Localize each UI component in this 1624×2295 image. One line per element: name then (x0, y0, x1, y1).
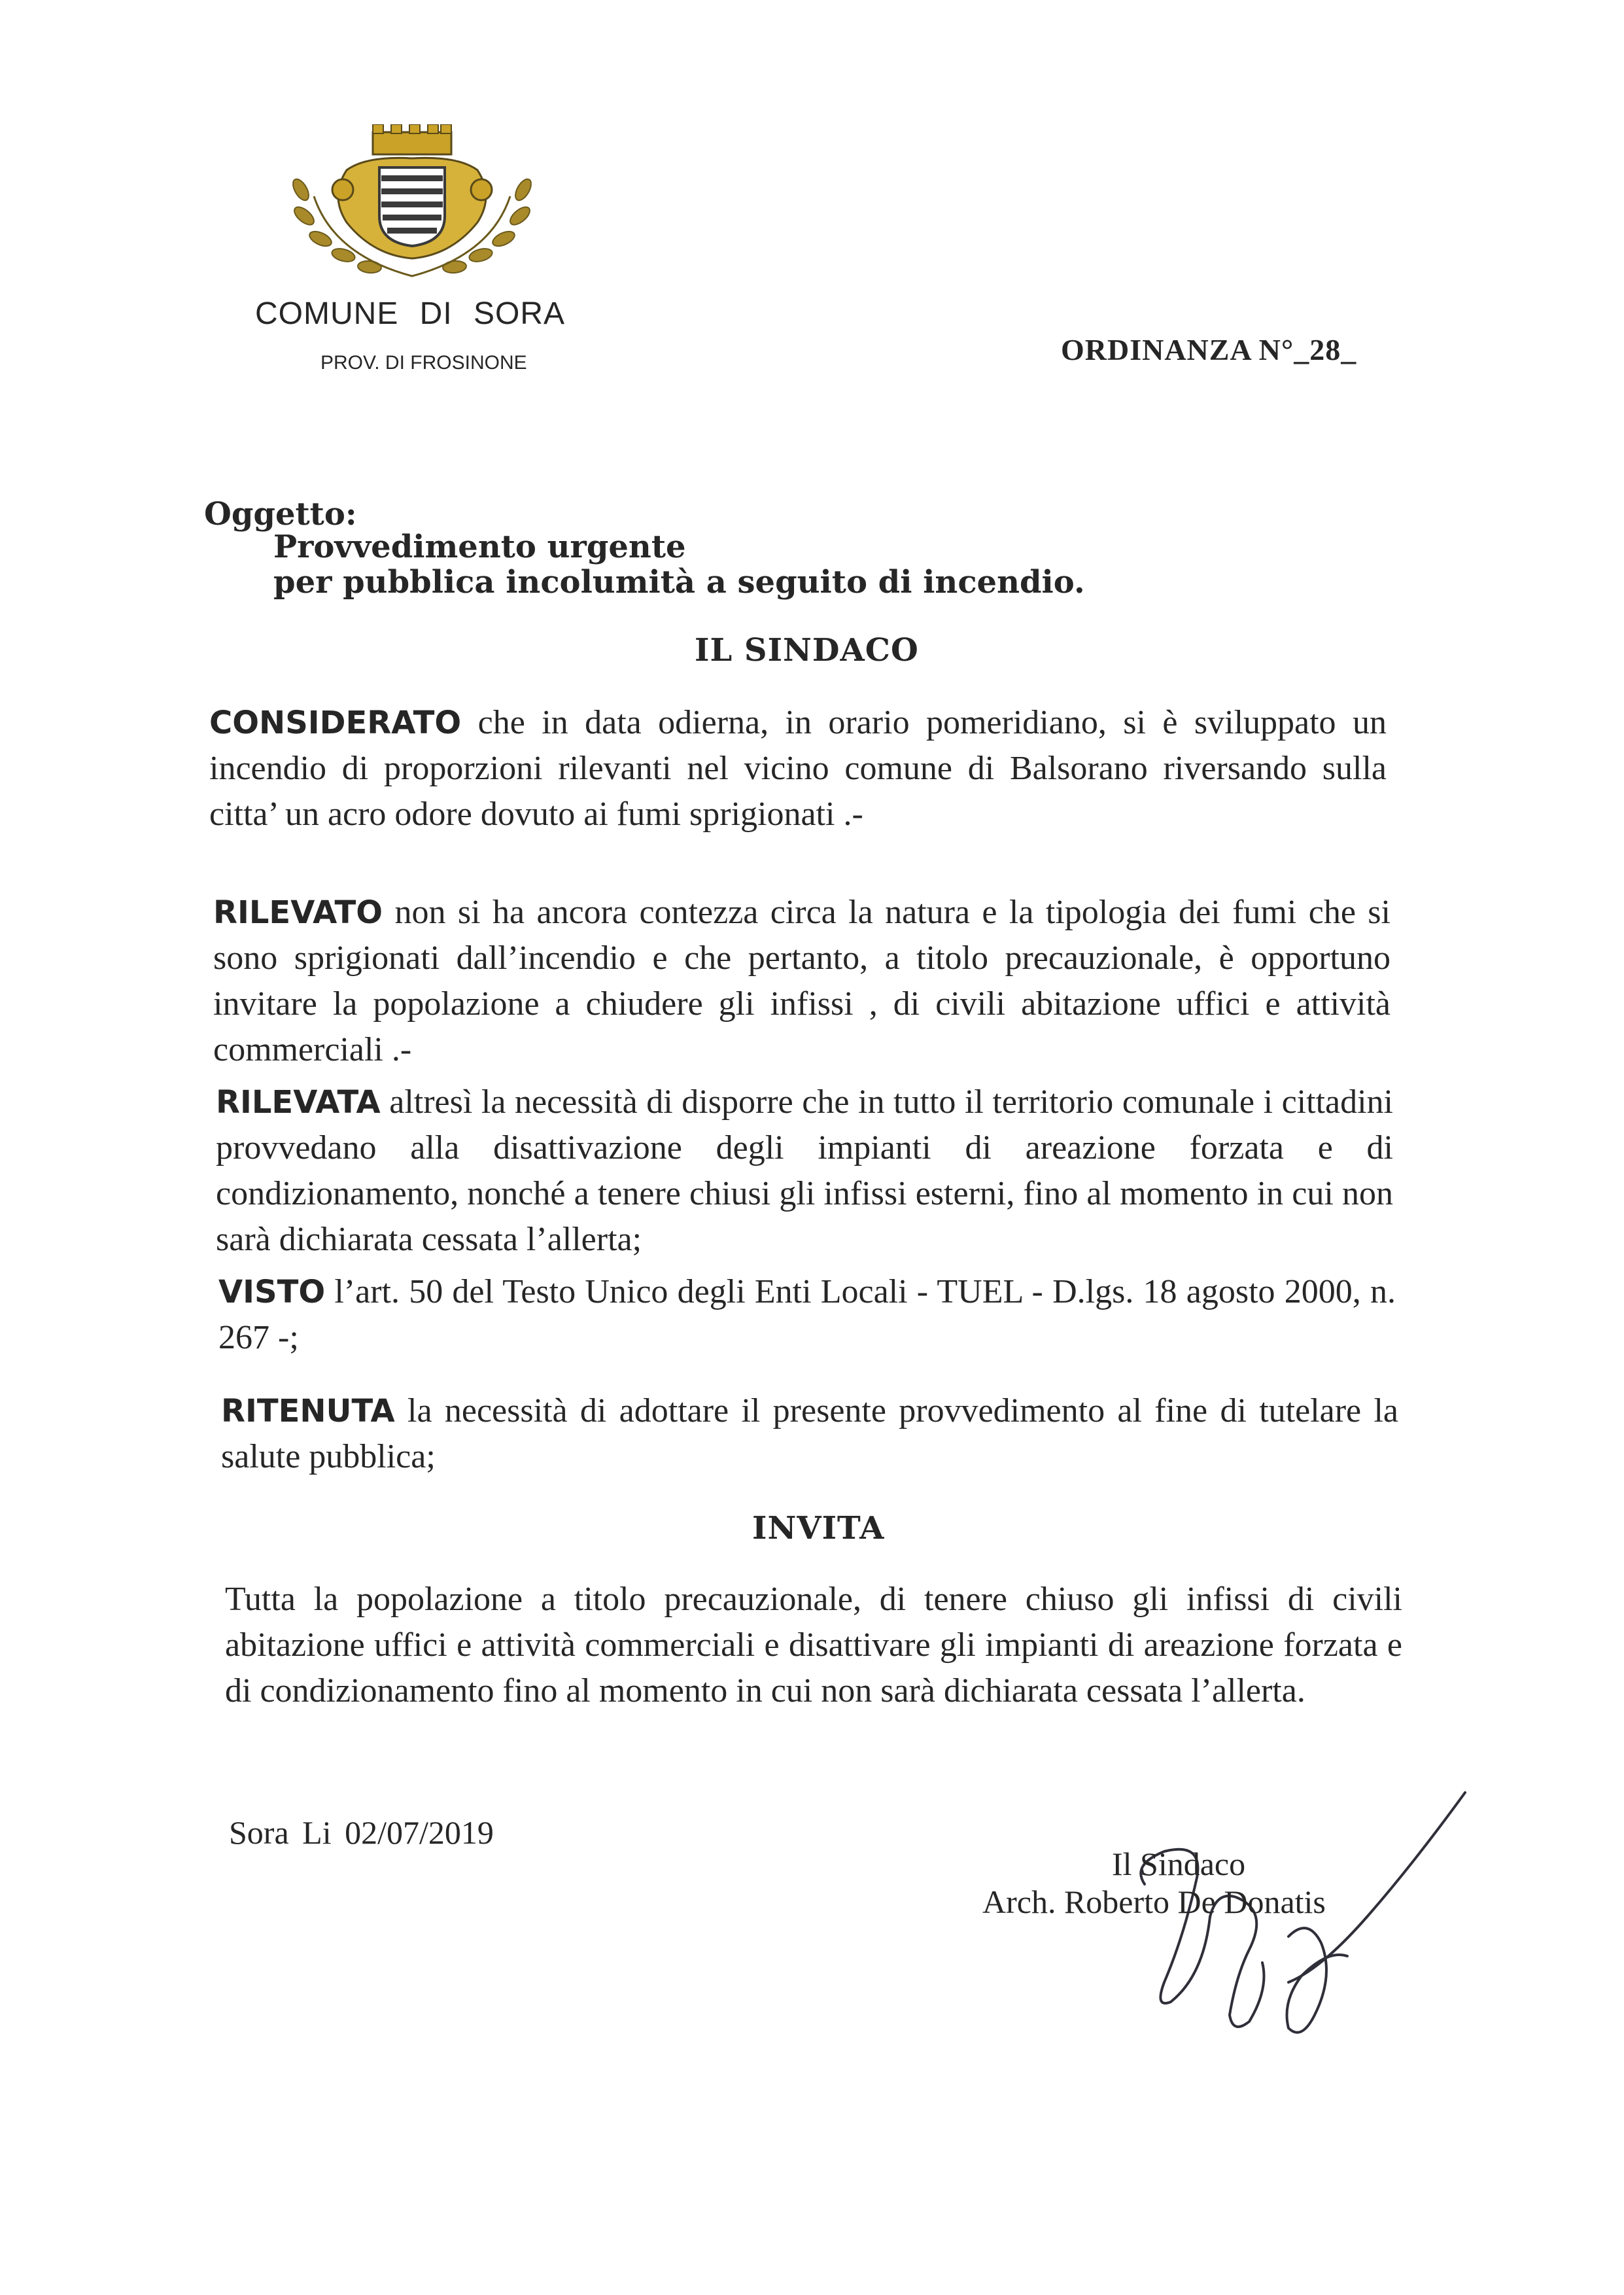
province-name: PROV. DI FROSINONE (320, 352, 527, 374)
paragraph-rilevato (213, 890, 1391, 1073)
keyword-considerato: CONSIDERATO (209, 705, 462, 741)
signatory-title: Il Sindaco (1112, 1846, 1246, 1882)
heading-invita: INVITA (752, 1510, 885, 1547)
text-considerato: che in data odierna, in orario pomeridiano, si è sviluppato un incendio di proporzioni rilevanti nel vicino comune di Balsorano riversando sulla citta’ un acro odore dovuto ai fumi sprigionati .- (209, 704, 1387, 833)
paragraph-considerato (209, 700, 1387, 837)
signatory-name: Arch. Roberto De Donatis (982, 1883, 1326, 1920)
subject-line-2: per pubblica incolumità a seguito di incendio. (273, 564, 1085, 601)
keyword-rilevata: RILEVATA (216, 1084, 381, 1121)
paragraph-visto (218, 1269, 1396, 1361)
text-visto: l’art. 50 del Testo Unico degli Enti Locali - TUEL - D.lgs. 18 agosto 2000, n. 267 -; (218, 1273, 1396, 1356)
paragraph-invita: Tutta la popolazione a titolo precauzionale, di tenere chiuso gli infissi di civili abitazione uffici e attività commerciali e disattivare gli impianti di areazione forzata e di condizionamento fino al momento in cui non sarà dichiarata cessata l’allerta. (225, 1581, 1402, 1709)
text-rilevata: altresì la necessità di disporre che in tutto il territorio comunale i cittadini provvedano alla disattivazione degli impianti di areazione forzata e di condizionamento, nonché a tenere chiusi gli infissi esterni, fino al momento in cui non sarà dichiarata cessata l’allerta; (216, 1083, 1393, 1258)
subject-line-1: Provvedimento urgente (273, 529, 686, 565)
text-ritenuta: la necessità di adottare il presente provvedimento al fine di tutelare la salute pubblica; (221, 1392, 1398, 1475)
keyword-visto: VISTO (218, 1274, 326, 1310)
keyword-rilevato: RILEVATO (213, 894, 383, 931)
text-rilevato: non si ha ancora contezza circa la natura e la tipologia dei fumi che si sono sprigionati dall’incendio e che pertanto, a titolo precauzionale, è opportuno invitare la popolazione a chiudere gli infissi , di civili abitazione uffici e attività commerciali .- (213, 894, 1391, 1068)
comune-name: COMUNE DI SORA (255, 296, 566, 331)
subject-label: Oggetto: (204, 496, 357, 533)
keyword-ritenuta: RITENUTA (221, 1393, 395, 1429)
place-date: Sora Li 02/07/2019 (229, 1814, 494, 1851)
paragraph-rilevata (216, 1079, 1393, 1263)
coat-of-arms-icon (275, 124, 549, 288)
paragraph-ritenuta (221, 1388, 1398, 1480)
heading-il-sindaco: IL SINDACO (695, 632, 919, 669)
ordinance-number: ORDINANZA N°_28_ (1061, 333, 1357, 366)
